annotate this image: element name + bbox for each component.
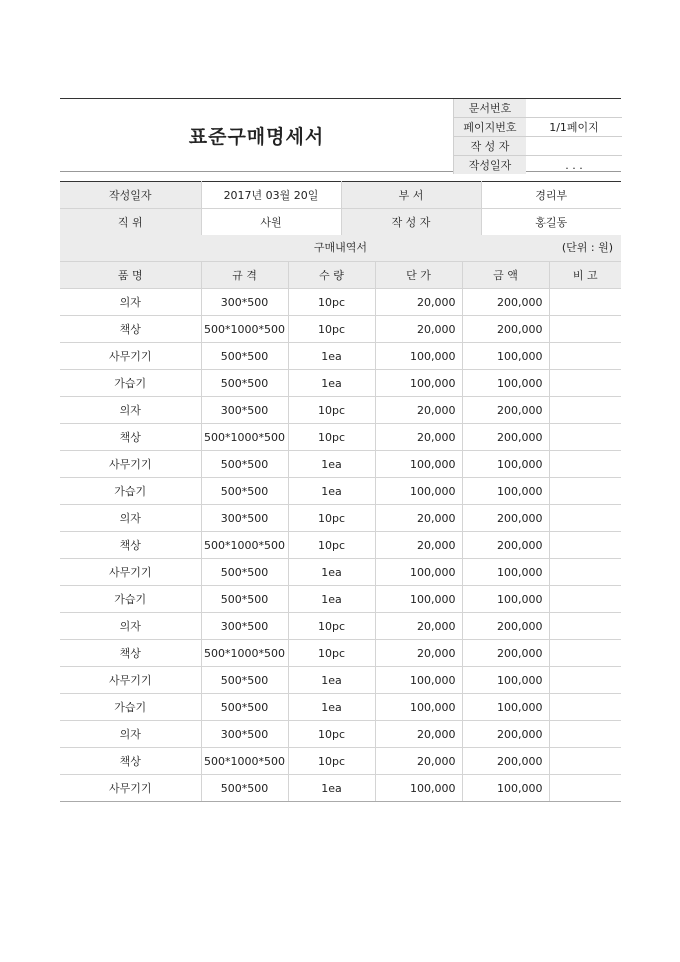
table-row xyxy=(60,289,621,316)
table-row xyxy=(60,424,621,451)
item-unit-price-cell: 20,000 xyxy=(375,505,462,532)
meta-label-writer: 작 성 자 xyxy=(454,137,527,156)
info-label-date: 작성일자 xyxy=(60,182,201,209)
item-note-cell xyxy=(549,775,621,802)
item-spec-cell: 300*500 xyxy=(201,721,288,748)
item-note-cell xyxy=(549,505,621,532)
info-label-dept: 부 서 xyxy=(341,182,481,209)
item-qty-cell: 10pc xyxy=(288,640,375,667)
info-table xyxy=(60,181,621,236)
item-name-cell: 사무기기 xyxy=(60,451,201,478)
item-amount-cell: 200,000 xyxy=(462,721,549,748)
meta-row xyxy=(454,137,623,156)
info-value-date: 2017년 03월 20일 xyxy=(201,182,341,209)
col-header-name: 품 명 xyxy=(60,262,201,289)
item-name-cell: 의자 xyxy=(60,721,201,748)
item-qty-cell: 1ea xyxy=(288,775,375,802)
meta-row xyxy=(454,118,623,137)
item-unit-price-cell: 100,000 xyxy=(375,343,462,370)
item-amount-cell: 200,000 xyxy=(462,640,549,667)
item-amount-cell: 100,000 xyxy=(462,451,549,478)
item-note-cell xyxy=(549,532,621,559)
item-amount-cell: 100,000 xyxy=(462,343,549,370)
item-name-cell: 의자 xyxy=(60,397,201,424)
item-unit-price-cell: 100,000 xyxy=(375,667,462,694)
item-amount-cell: 200,000 xyxy=(462,397,549,424)
item-unit-price-cell: 100,000 xyxy=(375,586,462,613)
info-value-writer: 홍길동 xyxy=(481,209,621,236)
item-note-cell xyxy=(549,748,621,775)
item-name-cell: 가습기 xyxy=(60,694,201,721)
item-spec-cell: 300*500 xyxy=(201,505,288,532)
item-spec-cell: 500*1000*500 xyxy=(201,748,288,775)
item-qty-cell: 1ea xyxy=(288,559,375,586)
item-note-cell xyxy=(549,721,621,748)
item-amount-cell: 200,000 xyxy=(462,505,549,532)
item-amount-cell: 200,000 xyxy=(462,613,549,640)
item-qty-cell: 10pc xyxy=(288,721,375,748)
meta-value-writer xyxy=(526,137,622,156)
item-qty-cell: 10pc xyxy=(288,316,375,343)
item-qty-cell: 1ea xyxy=(288,586,375,613)
document-title: 표준구매명세서 xyxy=(188,125,325,148)
table-row xyxy=(60,775,621,802)
item-name-cell: 가습기 xyxy=(60,370,201,397)
item-unit-price-cell: 20,000 xyxy=(375,532,462,559)
item-spec-cell: 500*500 xyxy=(201,694,288,721)
item-amount-cell: 100,000 xyxy=(462,478,549,505)
item-unit-price-cell: 20,000 xyxy=(375,613,462,640)
item-qty-cell: 10pc xyxy=(288,613,375,640)
meta-value-date: . . . xyxy=(565,158,583,172)
item-name-cell: 가습기 xyxy=(60,478,201,505)
item-note-cell xyxy=(549,343,621,370)
item-unit-price-cell: 20,000 xyxy=(375,721,462,748)
meta-label-date: 작성일자 xyxy=(454,156,527,175)
item-amount-cell: 200,000 xyxy=(462,748,549,775)
table-row xyxy=(60,505,621,532)
purchase-detail-table xyxy=(60,262,621,802)
meta-row xyxy=(454,99,623,118)
item-note-cell xyxy=(549,316,621,343)
item-spec-cell: 300*500 xyxy=(201,613,288,640)
item-unit-price-cell: 20,000 xyxy=(375,640,462,667)
item-amount-cell: 200,000 xyxy=(462,532,549,559)
item-unit-price-cell: 100,000 xyxy=(375,559,462,586)
item-spec-cell: 500*500 xyxy=(201,586,288,613)
item-amount-cell: 200,000 xyxy=(462,424,549,451)
table-row xyxy=(60,586,621,613)
item-amount-cell: 100,000 xyxy=(462,694,549,721)
info-label-writer: 작 성 자 xyxy=(341,209,481,236)
info-value-dept: 경리부 xyxy=(481,182,621,209)
item-note-cell xyxy=(549,559,621,586)
table-row xyxy=(60,370,621,397)
item-unit-price-cell: 20,000 xyxy=(375,289,462,316)
item-spec-cell: 500*500 xyxy=(201,370,288,397)
item-qty-cell: 1ea xyxy=(288,370,375,397)
table-row xyxy=(60,667,621,694)
item-qty-cell: 1ea xyxy=(288,694,375,721)
table-row xyxy=(60,397,621,424)
table-row xyxy=(60,721,621,748)
item-qty-cell: 10pc xyxy=(288,424,375,451)
item-note-cell xyxy=(549,478,621,505)
item-name-cell: 사무기기 xyxy=(60,775,201,802)
item-unit-price-cell: 20,000 xyxy=(375,748,462,775)
item-spec-cell: 500*1000*500 xyxy=(201,424,288,451)
item-unit-price-cell: 100,000 xyxy=(375,478,462,505)
item-spec-cell: 500*500 xyxy=(201,667,288,694)
document-header xyxy=(60,98,621,172)
item-unit-price-cell: 20,000 xyxy=(375,316,462,343)
item-note-cell xyxy=(549,667,621,694)
item-spec-cell: 500*500 xyxy=(201,478,288,505)
item-unit-price-cell: 100,000 xyxy=(375,370,462,397)
section-unit: (단위 : 원) xyxy=(561,241,613,254)
item-spec-cell: 300*500 xyxy=(201,289,288,316)
item-name-cell: 사무기기 xyxy=(60,559,201,586)
item-qty-cell: 10pc xyxy=(288,397,375,424)
table-row xyxy=(60,694,621,721)
item-spec-cell: 500*1000*500 xyxy=(201,640,288,667)
item-spec-cell: 500*1000*500 xyxy=(201,532,288,559)
item-spec-cell: 500*500 xyxy=(201,343,288,370)
item-unit-price-cell: 100,000 xyxy=(375,775,462,802)
item-name-cell: 책상 xyxy=(60,424,201,451)
item-spec-cell: 500*500 xyxy=(201,451,288,478)
item-qty-cell: 1ea xyxy=(288,451,375,478)
item-qty-cell: 1ea xyxy=(288,343,375,370)
item-unit-price-cell: 100,000 xyxy=(375,694,462,721)
item-qty-cell: 10pc xyxy=(288,289,375,316)
item-note-cell xyxy=(549,397,621,424)
table-row xyxy=(60,316,621,343)
item-name-cell: 책상 xyxy=(60,748,201,775)
item-amount-cell: 200,000 xyxy=(462,316,549,343)
item-note-cell xyxy=(549,451,621,478)
item-spec-cell: 300*500 xyxy=(201,397,288,424)
meta-row xyxy=(454,156,623,175)
col-header-spec: 규 격 xyxy=(201,262,288,289)
table-row xyxy=(60,478,621,505)
item-note-cell xyxy=(549,640,621,667)
item-name-cell: 의자 xyxy=(60,613,201,640)
col-header-qty: 수 량 xyxy=(288,262,375,289)
table-row xyxy=(60,451,621,478)
item-spec-cell: 500*500 xyxy=(201,775,288,802)
item-spec-cell: 500*500 xyxy=(201,559,288,586)
table-row xyxy=(60,748,621,775)
item-name-cell: 의자 xyxy=(60,505,201,532)
meta-label-doc-number: 문서번호 xyxy=(454,99,527,118)
item-name-cell: 책상 xyxy=(60,316,201,343)
item-name-cell: 책상 xyxy=(60,640,201,667)
table-row xyxy=(60,640,621,667)
item-note-cell xyxy=(549,613,621,640)
item-note-cell xyxy=(549,424,621,451)
document-meta-table xyxy=(453,99,622,174)
item-name-cell: 사무기기 xyxy=(60,343,201,370)
col-header-note: 비 고 xyxy=(549,262,621,289)
item-unit-price-cell: 20,000 xyxy=(375,397,462,424)
item-amount-cell: 100,000 xyxy=(462,559,549,586)
table-row xyxy=(60,343,621,370)
item-qty-cell: 10pc xyxy=(288,748,375,775)
meta-value-doc-number xyxy=(526,99,622,118)
item-amount-cell: 200,000 xyxy=(462,289,549,316)
info-value-position: 사원 xyxy=(201,209,341,236)
info-row xyxy=(60,182,621,209)
item-name-cell: 책상 xyxy=(60,532,201,559)
table-row xyxy=(60,532,621,559)
item-note-cell xyxy=(549,289,621,316)
detail-body xyxy=(60,289,621,802)
table-row xyxy=(60,559,621,586)
section-title: 구매내역서 xyxy=(313,241,368,254)
col-header-unit-price: 단 가 xyxy=(375,262,462,289)
item-qty-cell: 1ea xyxy=(288,478,375,505)
info-row xyxy=(60,209,621,236)
meta-value-page-number: 1/1페이지 xyxy=(526,118,622,137)
item-name-cell: 가습기 xyxy=(60,586,201,613)
item-amount-cell: 100,000 xyxy=(462,667,549,694)
item-amount-cell: 100,000 xyxy=(462,775,549,802)
detail-header-row xyxy=(60,262,621,289)
item-amount-cell: 100,000 xyxy=(462,370,549,397)
item-note-cell xyxy=(549,370,621,397)
meta-label-page-number: 페이지번호 xyxy=(454,118,527,137)
item-unit-price-cell: 20,000 xyxy=(375,424,462,451)
item-name-cell: 사무기기 xyxy=(60,667,201,694)
section-bar xyxy=(60,235,621,262)
item-spec-cell: 500*1000*500 xyxy=(201,316,288,343)
item-qty-cell: 10pc xyxy=(288,505,375,532)
info-label-position: 직 위 xyxy=(60,209,201,236)
item-qty-cell: 1ea xyxy=(288,667,375,694)
table-row xyxy=(60,613,621,640)
item-note-cell xyxy=(549,586,621,613)
item-name-cell: 의자 xyxy=(60,289,201,316)
item-note-cell xyxy=(549,694,621,721)
item-unit-price-cell: 100,000 xyxy=(375,451,462,478)
item-amount-cell: 100,000 xyxy=(462,586,549,613)
item-qty-cell: 10pc xyxy=(288,532,375,559)
col-header-amount: 금 액 xyxy=(462,262,549,289)
